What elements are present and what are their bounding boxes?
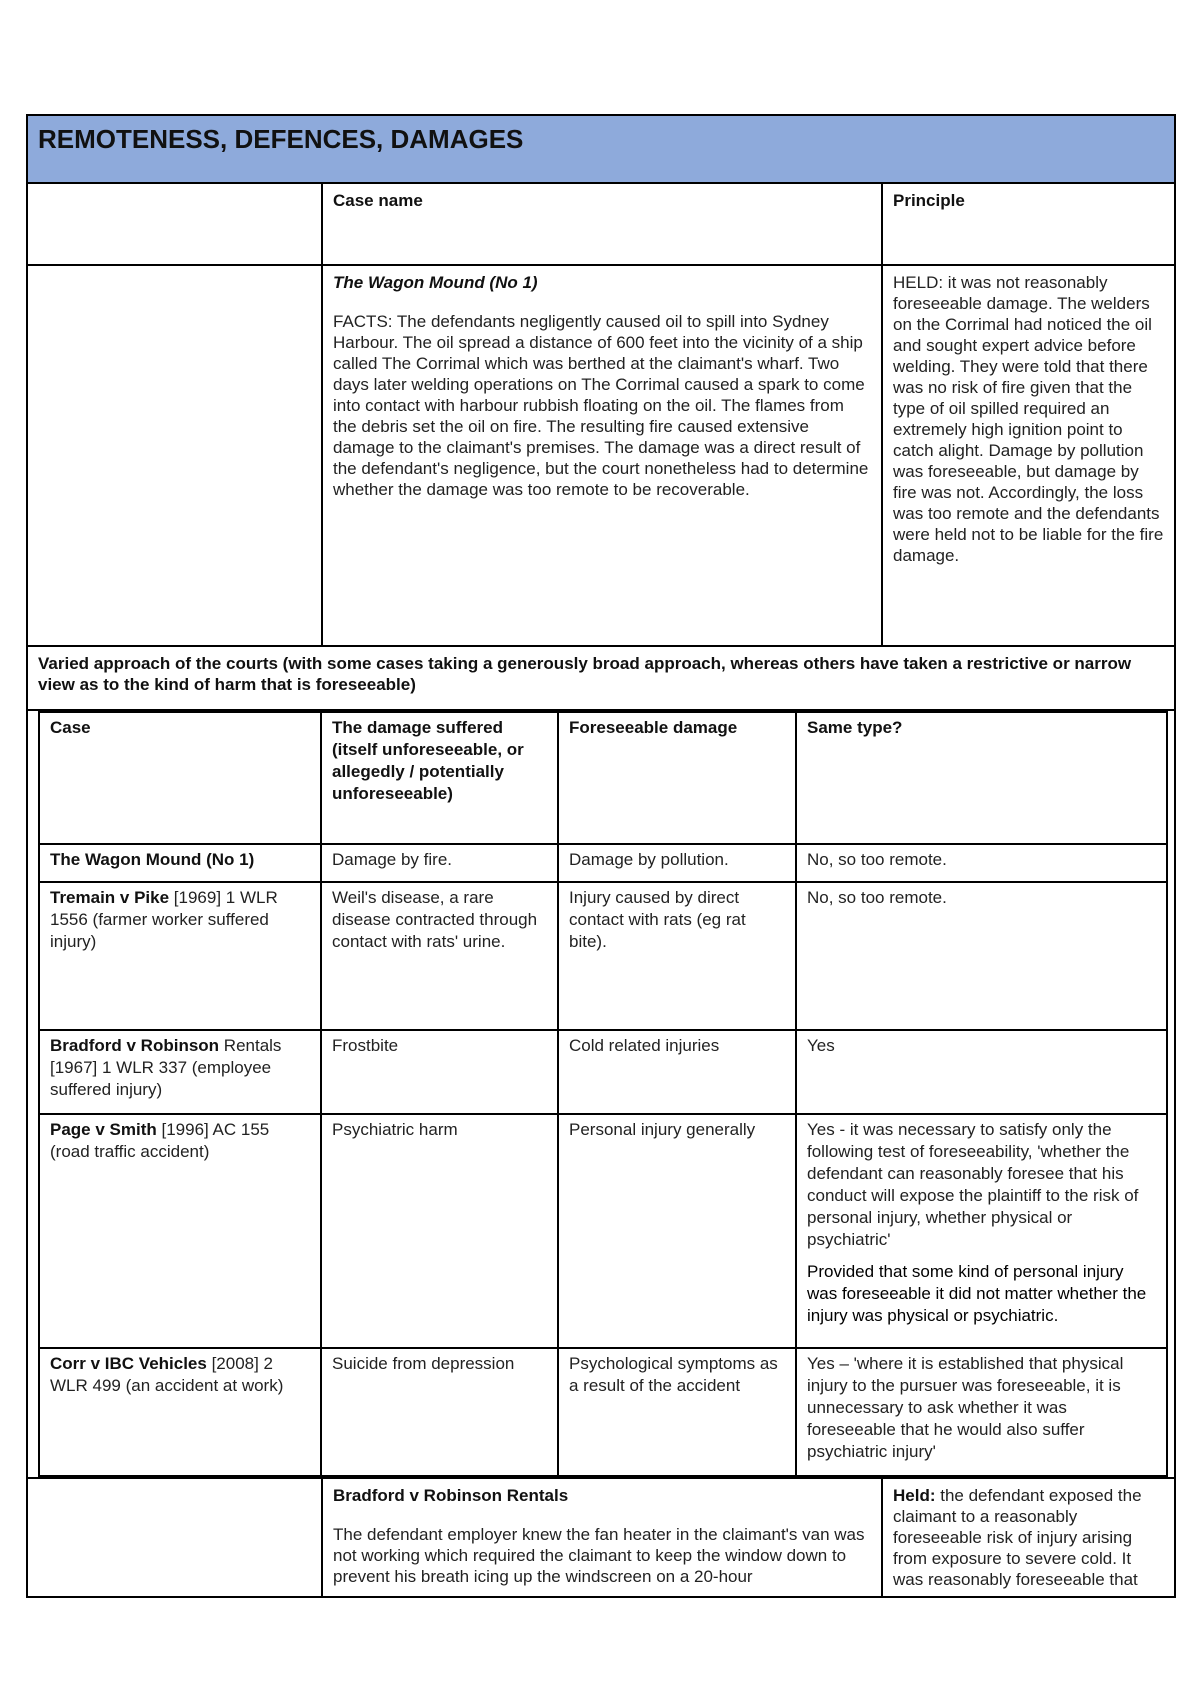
wagon-case-name: The Wagon Mound (No 1) <box>333 273 538 292</box>
varied-approach-cell <box>27 646 1175 710</box>
damage-cell: Suicide from depression <box>321 1348 558 1476</box>
title-cell <box>27 115 1175 183</box>
wagon-facts: FACTS: The defendants negligently caused oil to spill into Sydney Harbour. The oil spread a distance of 600 feet into the vicinity of a ship called The Corrimal which was berthed at the claimant's wharf. Two days later welding operations on The Corrimal caused a spark to come into contact with harbour rubbish floating on the oil. The flames from the debris set the oil on fire. The resulting fire caused extensive damage to the claimant's premises. The damage was a direct result of the defendant's negligence, but the court nonetheless had to determine whether the damage was too remote to be recoverable. <box>333 312 869 499</box>
damage-cell: Weil's disease, a rare disease contracted through contact with rats' urine. <box>321 882 558 1030</box>
document-page <box>26 114 1174 1598</box>
damage-cell: Frostbite <box>321 1030 558 1114</box>
same-type-cell: No, so too remote. <box>796 844 1167 882</box>
same-type-extra: Provided that some kind of personal injury was foreseeable it did not matter whether the injury was physical or psychiatric. <box>807 1262 1147 1325</box>
table-row <box>39 1030 1167 1114</box>
table-row <box>39 882 1167 1030</box>
wagon-held-cell <box>882 265 1175 646</box>
foreseeable-cell: Injury caused by direct contact with rats (eg rat bite). <box>558 882 796 1030</box>
case-cell: Page v Smith [1996] AC 155 (road traffic accident) <box>39 1114 321 1348</box>
damage-cell: Psychiatric harm <box>321 1114 558 1348</box>
same-type-cell: Yes – 'where it is established that physical injury to the pursuer was foreseeable, it is unnecessary to ask whether it was foreseeable that he would also suffer psychiatric injury' <box>796 1348 1167 1476</box>
bradford-case-cell <box>322 1478 882 1597</box>
page-title: REMOTENESS, DEFENCES, DAMAGES <box>38 124 524 154</box>
wagon-case-cell <box>322 265 882 646</box>
bradford-held-cell <box>882 1478 1175 1597</box>
bradford-facts: The defendant employer knew the fan heater in the claimant's van was not working which required the claimant to keep the window down to prevent his breath icing up the windscreen on a 20-hour <box>333 1525 865 1586</box>
same-type-cell: Yes <box>796 1030 1167 1114</box>
case-name-header: Case name <box>322 183 882 265</box>
held-label: Held: <box>893 1486 936 1505</box>
same-type-cell: Yes - it was necessary to satisfy only the following test of foreseeability, 'whether the defendant can reasonably foresee that his conduct will expose the plaintiff to the risk of personal injury, whether physical or psychiatric' Provided that some kind of personal injury was foreseeable it did not matter whether the injury was physical or psychiatric. <box>796 1114 1167 1348</box>
table-header-row <box>39 712 1167 844</box>
table-row <box>39 1348 1167 1476</box>
empty-cell <box>27 183 322 265</box>
comparison-table <box>38 711 1168 1477</box>
table-row <box>39 1114 1167 1348</box>
foreseeable-cell: Personal injury generally <box>558 1114 796 1348</box>
table-row <box>39 844 1167 882</box>
bradford-held: the defendant exposed the claimant to a reasonably foreseeable risk of injury arising from exposure to severe cold. It was reasonably foreseeable that <box>893 1486 1142 1589</box>
case-cell: The Wagon Mound (No 1) <box>39 844 321 882</box>
foreseeable-cell: Psychological symptoms as a result of the accident <box>558 1348 796 1476</box>
col-header-damage: The damage suffered (itself unforeseeable, or allegedly / potentially unforeseeable) <box>321 712 558 844</box>
foreseeable-cell: Damage by pollution. <box>558 844 796 882</box>
foreseeable-cell: Cold related injuries <box>558 1030 796 1114</box>
wagon-held: HELD: it was not reasonably foreseeable damage. The welders on the Corrimal had noticed the oil and sought expert advice before welding. They were told that there was no risk of fire given that the type of oil spilled required an extremely high ignition point to catch alight. Damage by pollution was foreseeable, but damage by fire was not. Accordingly, the loss was too remote and the defendants were held not to be liable for the fire damage. <box>893 273 1164 565</box>
damage-cell: Damage by fire. <box>321 844 558 882</box>
empty-cell <box>27 265 322 646</box>
varied-approach-text: Varied approach of the courts (with some cases taking a generously broad approach, whereas others have taken a restrictive or narrow view as to the kind of harm that is foreseeable) <box>38 654 1132 694</box>
empty-cell <box>27 1478 322 1597</box>
outer-table <box>26 114 1176 1598</box>
comparison-wrap <box>27 710 1175 1478</box>
case-cell: Tremain v Pike [1969] 1 WLR 1556 (farmer worker suffered injury) <box>39 882 321 1030</box>
case-cell: Corr v IBC Vehicles [2008] 2 WLR 499 (an accident at work) <box>39 1348 321 1476</box>
bradford-case-name: Bradford v Robinson Rentals <box>333 1486 569 1505</box>
principle-header: Principle <box>882 183 1175 265</box>
same-type-cell: No, so too remote. <box>796 882 1167 1030</box>
col-header-case: Case <box>39 712 321 844</box>
col-header-foreseeable: Foreseeable damage <box>558 712 796 844</box>
case-cell: Bradford v Robinson Rentals [1967] 1 WLR 337 (employee suffered injury) <box>39 1030 321 1114</box>
col-header-same-type: Same type? <box>796 712 1167 844</box>
